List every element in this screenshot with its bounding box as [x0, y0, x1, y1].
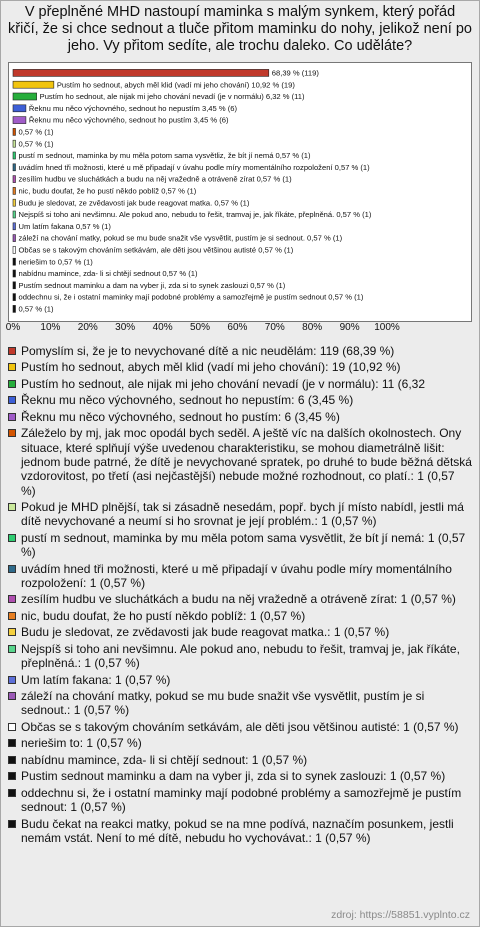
bar-label-6: 0,57 % (1)	[18, 139, 54, 149]
bar-label-4: Řeknu mu něco výchovného, sednout ho pustím 3,45 % (6)	[28, 115, 229, 125]
legend-swatch-3	[8, 396, 16, 404]
bar-label-3: Řeknu mu něco výchovného, sednout ho nepustím 3,45 % (6)	[28, 103, 238, 113]
legend-text-3: Řeknu mu něco výchovného, sednout ho nepustím: 6 (3,45 %)	[21, 393, 354, 408]
bar-8	[13, 164, 16, 171]
legend-item-8	[8, 562, 472, 591]
bar-20	[13, 305, 16, 312]
bar-label-10: nic, budu doufat, že ho pustí někdo poblíž 0,57 % (1)	[18, 186, 197, 196]
legend-text-2: Pustím ho sednout, ale nijak mi jeho chování nevadí (je v normálu): 11 (6,32	[21, 376, 425, 391]
legend-swatch-17	[8, 756, 16, 764]
legend-item-15	[8, 720, 472, 734]
legend-item-10	[8, 609, 472, 623]
x-tick-label-9: 90%	[339, 322, 360, 333]
bar-label-7: pustí m sednout, maminka by mu měla potom sama vysvětliz, že bít jí nemá 0,57 % (1)	[18, 151, 311, 161]
legend-item-11	[8, 625, 472, 639]
x-tick-label-5: 50%	[189, 322, 211, 333]
bar-5	[13, 128, 16, 135]
legend-text-0: Pomyslím si, že je to nevychované dítě a nic neudělám: 119 (68,39 %)	[21, 344, 395, 358]
legend-text-16: neriešim to: 1 (0,57 %)	[21, 736, 142, 751]
bar-17	[13, 270, 16, 277]
bar-label-19: oddechnu si, že i ostatní maminky mají podobné problémy a samozřejmě je pustím sednout 0,57 % (1)	[18, 292, 364, 302]
legend-swatch-14	[8, 692, 16, 700]
legend-item-18	[8, 769, 472, 783]
legend-swatch-15	[8, 723, 16, 731]
bar-label-20: 0,57 % (1)	[18, 304, 54, 314]
x-tick-label-4: 40%	[152, 322, 173, 333]
x-tick-label-10: 100%	[374, 322, 400, 333]
bar-1	[13, 81, 54, 88]
legend-swatch-16	[8, 739, 16, 747]
bar-label-15: Občas se s takovým chováním setkávám, ale děti jsou většinou autisté 0,57 % (1)	[18, 245, 294, 255]
legend-swatch-12	[8, 645, 16, 653]
bar-0	[13, 69, 269, 76]
bar-12	[13, 211, 16, 218]
legend-text-8: uvádím hned tři možnosti, které u mě připadají v úvahu podle míry momentálního rozpoložení: 1 (0,57 %)	[21, 561, 452, 590]
legend-item-16	[8, 736, 472, 750]
bar-7	[13, 152, 16, 159]
legend-item-2	[8, 377, 472, 391]
legend-swatch-1	[8, 363, 16, 371]
bar-11	[13, 199, 16, 206]
legend-swatch-11	[8, 628, 16, 636]
legend-text-18: Pustim sednout maminku a dam na vyber ji, zda si to synek zaslouzi: 1 (0,57 %)	[21, 769, 446, 784]
legend-text-7: pustí m sednout, maminka by mu měla potom sama vysvětlit, že bít jí nemá: 1 (0,57 %)	[21, 530, 466, 560]
legend-text-12: Nejspíš si toho ani nevšimnu. Ale pokud ano, nebudu to řešit, tramvaj je, jak říkáte, přeplněná.: 1 (0,57 %)	[21, 641, 460, 671]
bar-label-0: 68,39 % (119)	[271, 68, 319, 78]
bar-6	[13, 140, 16, 147]
x-tick-label-2: 20%	[77, 322, 98, 333]
legend-text-13: Um latím fakana: 1 (0,57 %)	[21, 672, 171, 687]
legend-text-19: oddechnu si, že i ostatní maminky mají podobné problémy a samozřejmě je pustím sednout: 1 (0,57 %)	[21, 785, 462, 815]
legend-item-4	[8, 410, 472, 424]
legend-text-17: nabídnu mamince, zda- li si chtějí sednout: 1 (0,57 %)	[21, 752, 308, 767]
legend-swatch-20	[8, 820, 16, 828]
bar-13	[13, 223, 16, 230]
legend-text-14: záleží na chování matky, pokud se mu bude snažit vše vysvětlit, pustím je si sednout.: 1 (0,57 %)	[21, 689, 425, 718]
bar-label-17: nabídnu mamince, zda- li si chtějí sednout 0,57 % (1)	[18, 269, 198, 279]
x-tick-label-6: 60%	[227, 322, 248, 333]
chart-title: V přeplněné MHD nastoupí maminka s malým synkem, který pořád křičí, že si chce sednout a tluče přitom maminku do nohy, jelikož není po jeho. Vy přitom sedíte, ale trochu daleko. Co uděláte?	[8, 4, 472, 54]
legend-text-20: Budu čekat na reakci matky, pokud se na mne podívá, naznačím posunkem, jestli nemám vstát. Není to mé dítě, nebudu ho vychovávat.: 1 (0,57 %)	[21, 816, 454, 845]
x-tick-label-0: 0%	[5, 322, 21, 333]
legend-text-1: Pustím ho sednout, abych měl klid (vadí mi jeho chování): 19 (10,92 %)	[21, 360, 401, 375]
legend-item-12	[8, 642, 472, 671]
legend-item-9	[8, 592, 472, 606]
bar-label-9: zesílím hudbu ve sluchátkách a budu na něj vražedně a otráveně zírat 0,57 % (1)	[18, 174, 292, 184]
bar-chart-svg	[9, 63, 471, 321]
bar-3	[13, 105, 26, 112]
bar-18	[13, 282, 16, 289]
bar-label-5: 0,57 % (1)	[18, 127, 54, 137]
x-tick-label-7: 70%	[264, 322, 285, 333]
bar-label-1: Pustím ho sednout, abych měl klid (vadí mi jeho chování) 10,92 % (19)	[56, 80, 295, 90]
legend-swatch-8	[8, 565, 16, 573]
legend-swatch-19	[8, 789, 16, 797]
bar-label-14: záleží na chování matky, pokud se mu bude snažit vše vysvětlit, pustím je si sednout. 0,57 % (1)	[18, 233, 343, 243]
x-tick-label-3: 30%	[115, 322, 136, 333]
legend-item-6	[8, 500, 472, 529]
legend-swatch-18	[8, 772, 16, 780]
bar-19	[13, 294, 16, 301]
legend-text-10: nic, budu doufat, že ho pustí někdo poblíž: 1 (0,57 %)	[21, 608, 306, 623]
bar-2	[13, 93, 37, 100]
legend-text-15: Občas se s takovým chováním setkávám, ale děti jsou většinou autisté: 1 (0,57 %)	[21, 719, 459, 734]
legend-text-6: Pokud je MHD plnější, tak si zásadně nesedám, popř. bych jí místo nabídl, jestli má dítě nevychované a neumí si ho srovnat je její problém.: 1 (0,57 %)	[21, 500, 464, 529]
bar-9	[13, 176, 16, 183]
legend-item-13	[8, 673, 472, 687]
legend-text-4: Řeknu mu něco výchovného, sednout ho pustím: 6 (3,45 %)	[21, 409, 340, 424]
legend-swatch-7	[8, 534, 16, 542]
legend-item-7	[8, 531, 472, 560]
legend-item-0	[8, 344, 472, 358]
bar-15	[13, 246, 16, 253]
x-tick-label-1: 10%	[40, 322, 61, 333]
bar-label-16: neriešim to 0,57 % (1)	[18, 257, 93, 267]
bar-label-12: Nejspíš si toho ani nevšimnu. Ale pokud ano, nebudu to řešit, tramvaj je, jak říkáte, přeplněná. 0,57 % (1)	[18, 210, 372, 220]
legend-item-20	[8, 817, 472, 846]
legend-item-3	[8, 393, 472, 407]
bar-label-8: uvádím hned tři možnosti, které u mě připadají v úvahu podle míry momentálního rozpoložení 0,57 % (1)	[18, 162, 370, 172]
legend-swatch-4	[8, 413, 16, 421]
x-tick-label-8: 80%	[302, 322, 323, 333]
x-axis-tick-labels	[0, 322, 480, 338]
legend-swatch-9	[8, 595, 16, 603]
legend-swatch-2	[8, 380, 16, 388]
legend	[8, 344, 472, 847]
legend-swatch-5	[8, 429, 16, 437]
legend-item-17	[8, 753, 472, 767]
legend-swatch-6	[8, 503, 16, 511]
legend-item-14	[8, 689, 472, 718]
legend-item-19	[8, 786, 472, 815]
bar-label-2: Pustím ho sednout, ale nijak mi jeho chování nevadí (je v normálu) 6,32 % (11)	[39, 92, 305, 102]
legend-item-5	[8, 426, 472, 497]
source-credit: zdroj: https://58851.vyplnto.cz	[331, 909, 470, 921]
bar-4	[13, 117, 26, 124]
bar-label-18: Pustím sednout maminku a dam na vyber ji, zda si to synek zaslouzi 0,57 % (1)	[18, 280, 286, 290]
bar-label-13: Um latím fakana 0,57 % (1)	[18, 221, 111, 231]
legend-text-11: Budu je sledovat, ze zvědavosti jak bude reagovat matka.: 1 (0,57 %)	[21, 625, 390, 640]
legend-item-1	[8, 360, 472, 374]
bar-label-11: Budu je sledovat, ze zvědavosti jak bude reagovat matka. 0,57 % (1)	[18, 198, 250, 208]
legend-text-5: Záleželo by mj, jak moc opodál bych seděl. A ještě víc na dalších okolnostech. Ony situace, které splňují výše uvedenou charakteristiku, se mohou diametrálně lišit: jednom bude patrné, že dítě je nevychované spratek, po druhé to bude běžná dětská vzdorovitost, po třetí (asi nejčastější) nebude možné rozhodnout, co platí.: 1 (0,57 %)	[21, 426, 472, 498]
legend-swatch-0	[8, 347, 16, 355]
bar-16	[13, 258, 16, 265]
legend-text-9: zesílím hudbu ve sluchátkách a budu na něj vražedně a otráveně zírat: 1 (0,57 %)	[21, 592, 456, 607]
bar-10	[13, 187, 16, 194]
bar-14	[13, 235, 16, 242]
plot-area	[8, 62, 472, 322]
legend-swatch-10	[8, 612, 16, 620]
legend-swatch-13	[8, 676, 16, 684]
